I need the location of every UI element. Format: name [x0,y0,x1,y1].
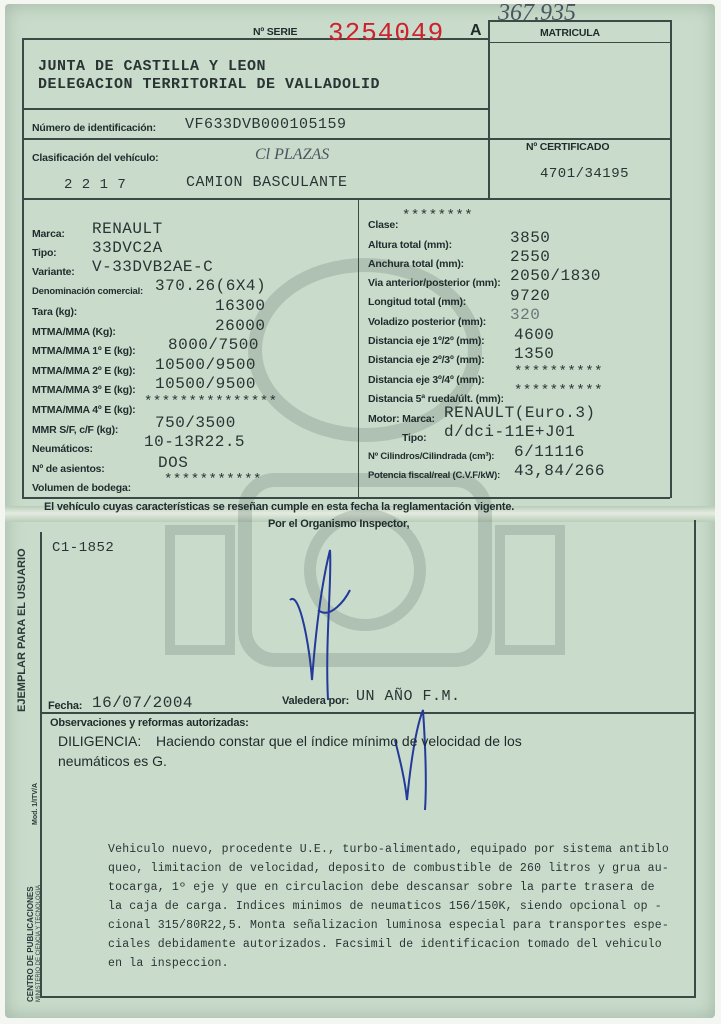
field-label: Denominación comercial: [32,286,144,297]
field-value: d/dci-11E+J01 [444,423,576,441]
observation-line: ciales debidamente autorizados. Facsimil de identificacion tomado del vehiculo [108,938,662,951]
field-value: 3850 [510,229,551,247]
classification-label: Clasificación del vehículo: [32,152,159,164]
field-value: 370.26(6X4) [155,277,267,295]
field-value: 10500/9500 [155,356,257,374]
field-value: 4600 [514,326,555,344]
field-label: Voladizo posterior (mm): [368,316,487,328]
field-value: ********** [514,364,604,380]
diligencia-text-2: neumáticos es G. [58,753,167,769]
observation-line: cional 315/80R22,5. Monta señalizacion luminosa especial para transportes espe- [108,919,669,932]
field-value: RENAULT [92,220,163,238]
field-value: 2550 [510,248,551,266]
side-label: EJEMPLAR PARA EL USUARIO [16,548,28,712]
fields-bottom-line [22,497,670,499]
field-label: MMR S/F, c/F (kg): [32,424,119,436]
publisher-line-2: MINISTERIO DE CIENCIA Y TECNOLOGIA [36,884,42,1002]
frame-mid-divider [488,20,490,138]
inspector-code: C1-1852 [52,540,115,556]
frame-left-line [22,38,24,498]
field-label: MTMA/MMA 3º E (kg): [32,384,136,396]
signature-mark [270,530,370,710]
field-value: DOS [158,454,189,472]
field-label: Nº de asientos: [32,463,105,475]
authority-line-2: DELEGACION TERRITORIAL DE VALLADOLID [38,76,381,93]
field-label: Clase: [368,219,399,231]
field-label: Longitud total (mm): [368,296,467,308]
observation-line: queo, limitacion de velocidad, deposito de combustible de 260 litros y grua au- [108,862,669,875]
authority-bottom-line [22,108,488,110]
fecha-label: Fecha: [48,700,83,712]
observation-line: en la inspeccion. [108,957,229,970]
fecha-bottom-line [40,712,696,714]
field-label: Marca: [32,228,65,240]
field-value: 10500/9500 [155,375,257,393]
field-label: Nº Cilindros/Cilindrada (cm³): [368,451,495,462]
classification-code: 2 2 1 7 [64,177,127,193]
valedera-value: UN AÑO F.M. [356,688,461,705]
field-value: RENAULT(Euro.3) [444,404,596,422]
identification-label: Número de identificación: [32,122,156,134]
inspector-label: Por el Organismo Inspector, [268,518,410,530]
field-label: Tipo: [32,247,57,259]
field-value: 320 [510,306,541,324]
field-label: Neumáticos: [32,443,93,455]
field-label: Potencia fiscal/real (C.V.F/kW): [368,470,501,481]
field-label: Variante: [32,266,75,278]
field-label: Via anterior/posterior (mm): [368,277,501,289]
field-label: MTMA/MMA 2º E (kg): [32,365,136,377]
field-value: 2050/1830 [510,267,601,285]
compliance-text: El vehículo cuyas características se reseñan cumple en esta fecha la reglamentación vigente. [44,501,515,513]
field-label: Distancia 5ª rueda/últ. (mm): [368,393,504,405]
certificate-value: 4701/34195 [540,166,630,182]
field-label: Distancia eje 3º/4º (mm): [368,374,485,386]
field-label: Motor: Marca: [368,413,435,425]
field-value: ********** [514,383,604,399]
field-label: Altura total (mm): [368,239,452,251]
field-value: 9720 [510,287,551,305]
field-label: Distancia eje 1º/2º (mm): [368,335,485,347]
cert-divider [488,138,490,198]
field-value: 26000 [215,317,266,335]
field-value: 8000/7500 [168,336,259,354]
field-label: MTMA/MMA 1º E (kg): [32,345,136,357]
lower-frame-bottom [40,996,696,998]
field-label: Tara (kg): [32,306,78,318]
authority-line-1: JUNTA DE CASTILLA Y LEON [38,58,267,75]
field-value: ******** [402,208,474,224]
fecha-value: 16/07/2004 [92,694,194,712]
field-value: 1350 [514,345,555,363]
field-value: 33DVC2A [92,239,163,257]
id-bottom-line [22,138,670,140]
identification-value: VF633DVB000105159 [185,116,347,133]
field-value: *********** [164,472,262,488]
matricula-label-line [488,42,670,43]
serie-number: 3254049 [328,18,445,48]
certificate-label: Nº CERTIFICADO [526,141,610,153]
observation-line: Vehiculo nuevo, procedente U.E., turbo-alimentado, equipado por sistema antiblo [108,843,669,856]
class-bottom-line [22,198,670,200]
field-label: Distancia eje 2º/3º (mm): [368,354,485,366]
observations-label: Observaciones y reformas autorizadas: [50,717,249,729]
field-label: MTMA/MMA 4º E (kg): [32,404,136,416]
field-value: V-33DVB2AE-C [92,258,214,276]
field-value: 16300 [215,297,266,315]
frame-right-line [670,20,672,498]
handwritten-top-number: 367.935 [498,0,576,26]
diligencia-label: DILIGENCIA: [58,733,142,749]
classification-value: CAMION BASCULANTE [186,174,348,191]
observation-line: tocarga, 1º eje y que en circulacion debe descansar sobre la parte trasera de [108,881,655,894]
columns-divider [358,200,359,498]
field-value: *************** [144,394,278,410]
field-value: 10-13R22.5 [144,433,246,451]
field-value: 6/11116 [514,443,585,461]
publisher-line-1: CENTRO DE PUBLICACIONES [26,886,35,1002]
mod-label: Mod. 1/ITV/A [32,783,39,825]
lower-frame-right [694,520,696,998]
field-value: 43,84/266 [514,462,605,480]
diligencia-text-1: Haciendo constar que el índice mínimo de velocidad de los [156,733,522,749]
field-label: Tipo: [402,432,427,444]
matricula-label: MATRICULA [540,27,600,39]
signature-mark-2 [385,700,445,820]
serie-letter: A [470,22,482,39]
field-label: Volumen de bodega: [32,482,131,494]
field-value: 750/3500 [155,414,236,432]
observation-line: la caja de carga. Indices minimos de neumaticos 156/150K, siendo opcional op - [108,900,662,913]
field-label: Anchura total (mm): [368,258,464,270]
field-label: MTMA/MMA (Kg): [32,326,116,338]
serie-label: Nº SERIE [253,26,298,38]
valedera-label: Valedera por: [282,695,350,707]
classification-handwritten: Cl PLAZAS [255,146,330,163]
